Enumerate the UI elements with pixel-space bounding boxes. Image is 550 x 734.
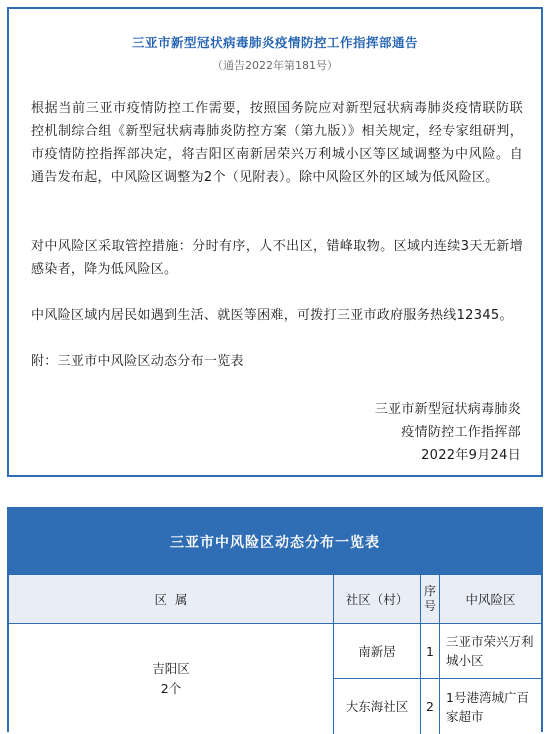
signature-line: 三亚市新型冠状病毒肺炎 (374, 402, 521, 417)
table-cell-seq: 1 (421, 624, 440, 679)
table-cell-community: 大东海社区 (334, 679, 421, 734)
district-count: 2个 (160, 681, 182, 696)
table-cell-area: 1号港湾城广百家超市 (446, 689, 529, 724)
signature-line: 疫情防控工作指挥部 (401, 425, 521, 440)
notice-paragraph: 对中风险区采取管控措施：分时有序，人不出区，错峰取物。区域内连续3天无新增感染者，降为低风险区。 (31, 239, 523, 277)
signature-date: 2022年9月24日 (421, 448, 521, 463)
header-district: 区 属 (9, 575, 334, 624)
notice-paragraph: 根据当前三亚市疫情防控工作需要，按照国务院应对新型冠状病毒肺炎疫情联防联控机制综合组《新型冠状病毒肺炎防控方案（第九版）》相关规定，经专家组研判，市疫情防控指挥部决定，将吉阳区南新居荣兴万利城小区等区域调整为中风险。自通告发布起，中风险区调整为2个（见附表）。除中风险区外的区域为低风险区。 (31, 101, 523, 185)
table-title: 三亚市中风险区动态分布一览表 (9, 509, 541, 575)
table-cell-area: 三亚市荣兴万利城小区 (440, 624, 541, 679)
header-seq: 序号 (421, 575, 440, 624)
attachment-note: 附：三亚市中风险区动态分布一览表 (31, 354, 244, 369)
header-community: 社区（村） (334, 575, 421, 624)
table-cell-community: 南新居 (334, 624, 421, 679)
table-cell-seq: 2 (421, 679, 440, 734)
risk-area-table (7, 507, 543, 732)
district-cell (9, 624, 334, 734)
header-area: 中风险区 (440, 575, 541, 624)
notice-paragraph: 中风险区域内居民如遇到生活、就医等困难，可拨打三亚市政府服务热线12345。 (31, 308, 513, 323)
notice-number: （通告2022年第181号） (212, 59, 338, 72)
notice-title: 三亚市新型冠状病毒肺炎疫情防控工作指挥部通告 (131, 35, 418, 50)
notice-panel (7, 7, 543, 477)
district-name: 吉阳区 (152, 661, 190, 676)
